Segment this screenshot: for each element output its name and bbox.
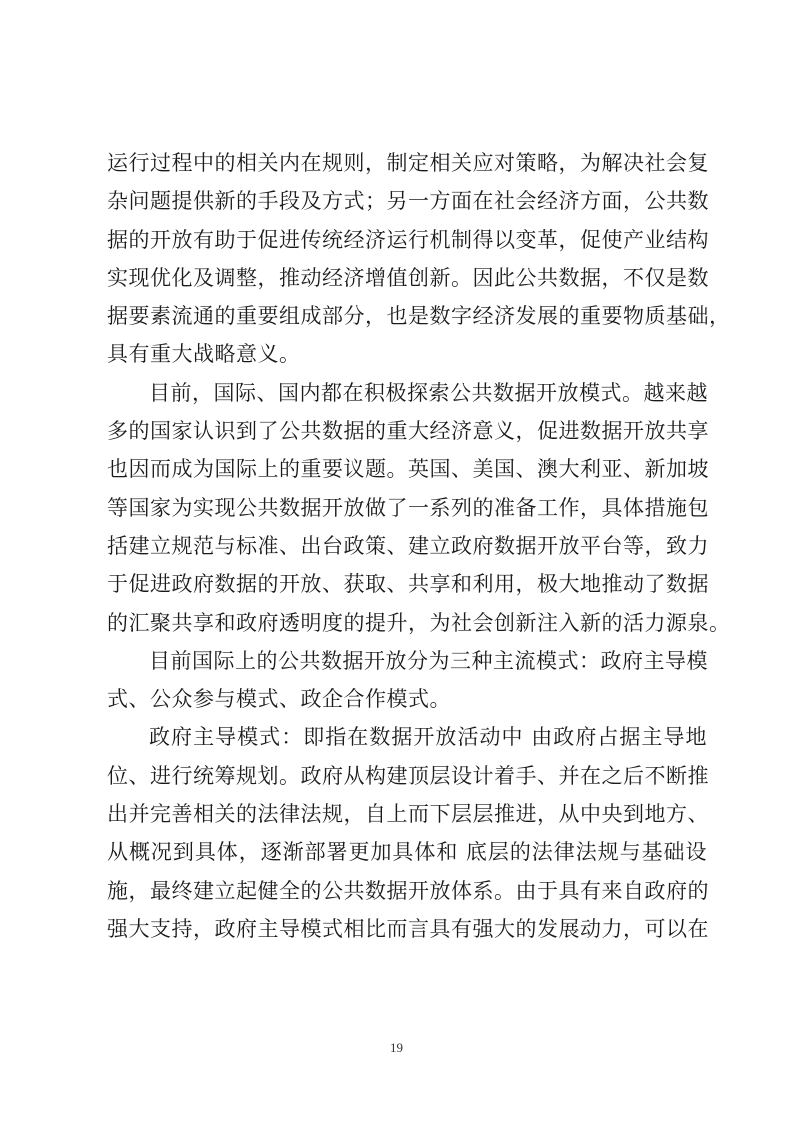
text-line: 目前，国际、国内都在积极探索公共数据开放模式。越来越 — [149, 380, 708, 405]
text-line: 目前国际上的公共数据开放分为三种主流模式：政府主导模 — [149, 648, 708, 673]
text-line: 施，最终建立起健全的公共数据开放体系。由于具有来自政府的 — [107, 878, 709, 903]
text-line: 政府主导模式：即指在数据开放活动中 由政府占据主导地 — [149, 725, 707, 750]
paragraph — [107, 374, 731, 642]
text-line: 杂问题提供新的手段及方式；另一方面在社会经济方面，公共数 — [107, 189, 709, 214]
text-line: 多的国家认识到了公共数据的重大经济意义，促进数据开放共享 — [107, 419, 709, 444]
text-line: 据要素流通的重要组成部分，也是数字经济发展的重要物质基础， — [107, 304, 731, 329]
text-line: 从概况到具体，逐渐部署更加具体和 底层的法律法规与基础设 — [107, 840, 707, 865]
text-line: 具有重大战略意义。 — [107, 342, 301, 367]
text-line: 出并完善相关的法律法规，自上而下层层推进，从中央到地方、 — [107, 802, 709, 827]
paragraph — [107, 144, 731, 374]
text-line: 的汇聚共享和政府透明度的提升，为社会创新注入新的活力源泉。 — [107, 610, 731, 635]
text-line: 括建立规范与标准、出台政策、建立政府数据开放平台等，致力 — [107, 533, 709, 558]
text-line: 位、进行统筹规划。政府从构建顶层设计着手、并在之后不断推 — [107, 763, 709, 788]
text-line: 据的开放有助于促进传统经济运行机制得以变革，促使产业结构 — [107, 227, 709, 252]
paragraph — [107, 642, 707, 719]
text-line: 运行过程中的相关内在规则，制定相关应对策略，为解决社会复 — [107, 151, 709, 175]
text-line: 强大支持，政府主导模式相比而言具有强大的发展动力，可以在 — [107, 916, 709, 941]
text-line: 于促进政府数据的开放、获取、共享和利用，极大地推动了数据 — [107, 572, 709, 597]
text-line: 也因而成为国际上的重要议题。英国、美国、澳大利亚、新加坡 — [107, 457, 709, 482]
page-number: 19 — [390, 1040, 403, 1055]
text-line: 式、公众参与模式、政企合作模式。 — [107, 687, 451, 712]
body-text — [107, 144, 731, 948]
paragraph — [107, 718, 707, 948]
text-line: 实现优化及调整，推动经济增值创新。因此公共数据，不仅是数 — [107, 265, 709, 290]
text-line: 等国家为实现公共数据开放做了一系列的准备工作，具体措施包 — [107, 495, 709, 520]
